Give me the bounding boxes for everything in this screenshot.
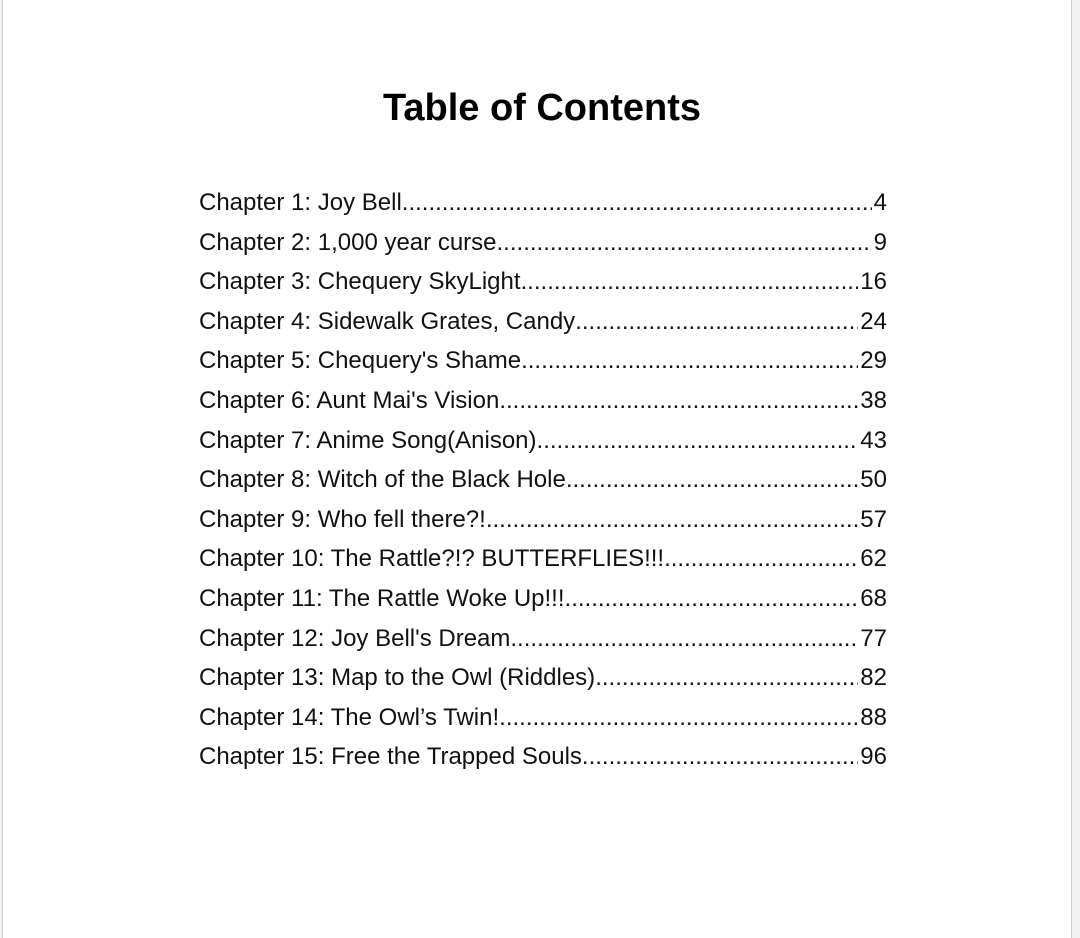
toc-entry-label: Chapter 7: Anime Song(Anison) bbox=[199, 426, 537, 454]
toc-entry bbox=[199, 262, 887, 302]
dot-leader bbox=[497, 223, 872, 263]
toc-entry-page: 24 bbox=[860, 307, 887, 335]
toc-entry-label: Chapter 13: Map to the Owl (Riddles) bbox=[199, 664, 596, 692]
toc-entry bbox=[199, 421, 887, 461]
dot-leader bbox=[537, 421, 859, 461]
dot-leader bbox=[582, 737, 858, 777]
toc-entry-page: 29 bbox=[860, 347, 887, 375]
toc-entry-label: Chapter 6: Aunt Mai's Vision bbox=[199, 386, 500, 414]
toc-entry-label: Chapter 11: The Rattle Woke Up!!! bbox=[199, 584, 565, 612]
toc-entry-page: 82 bbox=[860, 664, 887, 692]
dot-leader bbox=[521, 262, 859, 302]
toc-entry-page: 9 bbox=[873, 228, 887, 256]
dot-leader bbox=[486, 500, 858, 540]
toc-entry-label: Chapter 14: The Owl’s Twin! bbox=[199, 703, 500, 731]
toc-entry-label: Chapter 4: Sidewalk Grates, Candy bbox=[199, 307, 576, 335]
toc-entry bbox=[199, 302, 887, 342]
dot-leader bbox=[575, 302, 858, 342]
dot-leader bbox=[499, 698, 858, 738]
toc-entry bbox=[199, 698, 887, 738]
page-title: Table of Contents bbox=[382, 87, 702, 129]
toc-entry-page: 38 bbox=[860, 386, 887, 414]
toc-entry-label: Chapter 12: Joy Bell's Dream bbox=[199, 624, 511, 652]
dot-leader bbox=[664, 539, 858, 579]
toc-entry-page: 77 bbox=[860, 624, 887, 652]
dot-leader bbox=[510, 619, 858, 659]
toc-entry-page: 4 bbox=[873, 189, 887, 216]
table-of-contents bbox=[199, 183, 887, 777]
toc-entry bbox=[199, 341, 887, 381]
dot-leader bbox=[566, 460, 858, 500]
toc-entry-label: Chapter 15: Free the Trapped Souls bbox=[199, 743, 582, 771]
dot-leader bbox=[595, 658, 858, 698]
dot-leader bbox=[402, 183, 872, 223]
toc-entry bbox=[199, 223, 887, 263]
toc-entry-page: 50 bbox=[860, 466, 887, 494]
toc-entry bbox=[199, 737, 887, 777]
toc-entry-page: 88 bbox=[860, 703, 887, 731]
dot-leader bbox=[565, 579, 859, 619]
toc-entry-page: 43 bbox=[860, 426, 887, 454]
toc-entry-page: 62 bbox=[860, 545, 887, 573]
dot-leader bbox=[521, 341, 858, 381]
toc-entry-label: Chapter 1: Joy Bell bbox=[199, 189, 402, 216]
toc-entry-page: 68 bbox=[860, 584, 887, 612]
toc-entry-label: Chapter 5: Chequery's Shame bbox=[199, 347, 522, 375]
toc-entry-page: 57 bbox=[860, 505, 887, 533]
toc-entry bbox=[199, 460, 887, 500]
toc-entry bbox=[199, 579, 887, 619]
toc-entry-label: Chapter 2: 1,000 year curse bbox=[199, 228, 497, 256]
toc-entry bbox=[199, 539, 887, 579]
toc-entry bbox=[199, 658, 887, 698]
toc-entry bbox=[199, 381, 887, 421]
toc-entry bbox=[199, 500, 887, 540]
toc-entry-page: 96 bbox=[860, 743, 887, 771]
toc-entry-label: Chapter 8: Witch of the Black Hole bbox=[199, 466, 566, 494]
toc-entry-label: Chapter 3: Chequery SkyLight bbox=[199, 268, 521, 296]
toc-entry-page: 16 bbox=[860, 268, 887, 296]
toc-entry bbox=[199, 619, 887, 659]
toc-entry bbox=[199, 183, 887, 223]
document-page bbox=[2, 0, 1072, 938]
dot-leader bbox=[499, 381, 858, 421]
toc-entry-label: Chapter 9: Who fell there?! bbox=[199, 505, 486, 533]
toc-entry-label: Chapter 10: The Rattle?!? BUTTERFLIES!!! bbox=[199, 545, 665, 573]
